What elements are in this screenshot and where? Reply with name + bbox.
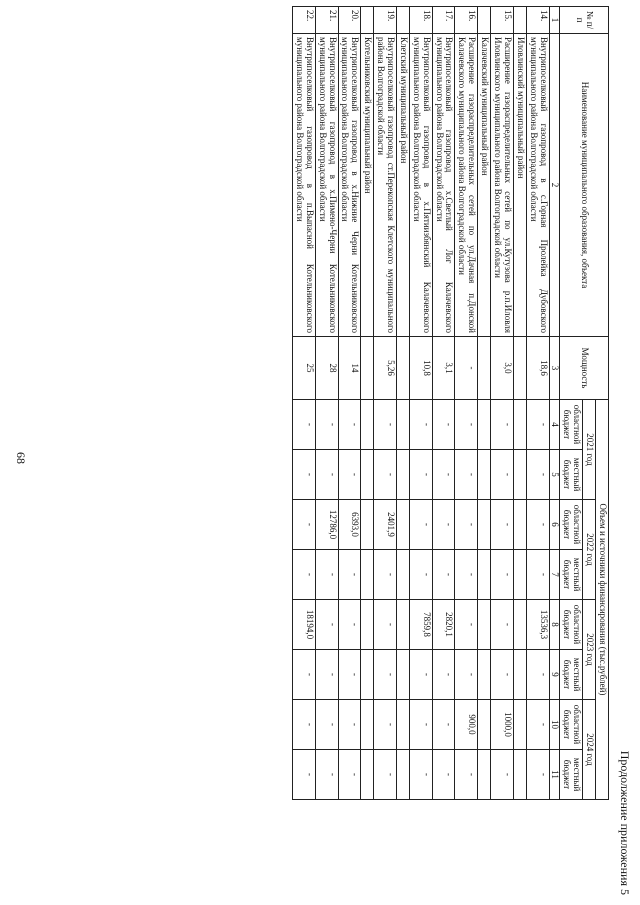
amount-cell: - <box>409 400 432 450</box>
object-name: Внутрипоселковый газопровод в х.Пятиизбянский Калачевского муниципального района Волгоградской области <box>409 34 432 337</box>
amount-cell: - <box>455 550 478 600</box>
object-name: Внутрипоселковый газопровод х.Светлый Лог Калачевского муниципального района Волгоградской области <box>432 34 455 337</box>
page-number: 68 <box>14 452 28 464</box>
amount-cell: - <box>315 400 338 450</box>
amount-cell: - <box>432 450 455 500</box>
column-index: 3 <box>549 337 560 400</box>
amount-cell <box>396 700 409 750</box>
row-capacity <box>361 337 374 400</box>
amount-cell: - <box>455 650 478 700</box>
amount-cell <box>396 400 409 450</box>
amount-cell: - <box>315 750 338 800</box>
row-capacity: 5,26 <box>374 337 397 400</box>
header-local-budget: местный бюджет <box>560 750 583 800</box>
amount-cell: - <box>292 700 315 750</box>
region-name: Иловлинский муниципальный район <box>513 34 526 337</box>
amount-cell: - <box>455 500 478 550</box>
header-regional-budget: областной бюджет <box>560 500 583 550</box>
amount-cell: 12786,0 <box>315 500 338 550</box>
amount-cell <box>478 700 491 750</box>
amount-cell: - <box>432 650 455 700</box>
amount-cell <box>478 500 491 550</box>
amount-cell: - <box>315 600 338 650</box>
header-year-2022: 2022 год <box>583 500 596 600</box>
row-no <box>478 7 491 34</box>
amount-cell: - <box>409 700 432 750</box>
amount-cell: - <box>432 700 455 750</box>
amount-cell: - <box>338 450 361 500</box>
table-row <box>338 7 361 800</box>
amount-cell <box>396 650 409 700</box>
header-regional-budget: областной бюджет <box>560 400 583 450</box>
amount-cell: - <box>455 750 478 800</box>
column-index: 2 <box>549 34 560 337</box>
table-row <box>526 7 549 800</box>
row-capacity: 10,8 <box>409 337 432 400</box>
region-row <box>396 7 409 800</box>
amount-cell: 1000,0 <box>491 700 514 750</box>
amount-cell <box>361 450 374 500</box>
header-year-2024: 2024 год <box>583 700 596 800</box>
amount-cell: - <box>491 400 514 450</box>
amount-cell: - <box>455 400 478 450</box>
column-index: 4 <box>549 400 560 450</box>
amount-cell <box>478 400 491 450</box>
amount-cell: 13536,3 <box>526 600 549 650</box>
column-index: 6 <box>549 500 560 550</box>
amount-cell: - <box>491 650 514 700</box>
amount-cell: - <box>526 750 549 800</box>
amount-cell: - <box>432 500 455 550</box>
amount-cell: - <box>338 550 361 600</box>
amount-cell: - <box>292 400 315 450</box>
row-capacity: 3,0 <box>491 337 514 400</box>
amount-cell: 2820,1 <box>432 600 455 650</box>
row-capacity: 14 <box>338 337 361 400</box>
object-name: Внутрипоселковый газопровод в с.Горная Пролейка Дубовского муниципального района Волгоградской области <box>526 34 549 337</box>
row-no <box>361 7 374 34</box>
amount-cell: - <box>491 550 514 600</box>
region-name: Котельниковский муниципальный район <box>361 34 374 337</box>
row-capacity: - <box>455 337 478 400</box>
amount-cell: - <box>491 450 514 500</box>
amount-cell: - <box>409 550 432 600</box>
column-index: 10 <box>549 700 560 750</box>
amount-cell <box>396 550 409 600</box>
amount-cell: - <box>374 600 397 650</box>
row-capacity: 3,1 <box>432 337 455 400</box>
header-capacity: Мощность <box>560 337 609 400</box>
column-index: 5 <box>549 450 560 500</box>
table-row <box>432 7 455 800</box>
amount-cell: - <box>526 650 549 700</box>
amount-cell: - <box>374 550 397 600</box>
amount-cell: - <box>526 450 549 500</box>
appendix-label: Продолжение приложения 5 <box>618 750 632 895</box>
table-row <box>374 7 397 800</box>
amount-cell: - <box>374 400 397 450</box>
object-name: Внутрипоселковый газопровод в п.Выпасной Котельниковского муниципального района Волгоградской области <box>292 34 315 337</box>
row-capacity <box>478 337 491 400</box>
object-name: Внутрипоселковый газопровод в х.Пимено-Черни Котельниковского муниципального района Волгоградской области <box>315 34 338 337</box>
amount-cell: - <box>526 400 549 450</box>
amount-cell: - <box>338 750 361 800</box>
table-row <box>409 7 432 800</box>
table-row <box>491 7 514 800</box>
region-name: Калачевский муниципальный район <box>478 34 491 337</box>
row-no: 20. <box>338 7 361 34</box>
amount-cell: - <box>315 700 338 750</box>
row-capacity: 18,6 <box>526 337 549 400</box>
region-row <box>361 7 374 800</box>
amount-cell <box>361 550 374 600</box>
header-local-budget: местный бюджет <box>560 650 583 700</box>
header-local-budget: местный бюджет <box>560 450 583 500</box>
amount-cell: - <box>409 450 432 500</box>
amount-cell: - <box>409 650 432 700</box>
table-row <box>315 7 338 800</box>
amount-cell: - <box>491 500 514 550</box>
row-capacity: 28 <box>315 337 338 400</box>
column-index: 1 <box>549 7 560 34</box>
header-regional-budget: областной бюджет <box>560 600 583 650</box>
amount-cell: 900,0 <box>455 700 478 750</box>
column-index: 9 <box>549 650 560 700</box>
row-no: 14. <box>526 7 549 34</box>
header-year-2023: 2023 год <box>583 600 596 700</box>
amount-cell <box>513 750 526 800</box>
amount-cell: 6393,0 <box>338 500 361 550</box>
amount-cell: - <box>315 650 338 700</box>
row-no <box>513 7 526 34</box>
amount-cell: - <box>409 500 432 550</box>
object-name: Внутрипоселковый газопровод в х.Нижние Черни Котельниковского муниципального района Волгоградской области <box>338 34 361 337</box>
amount-cell <box>513 550 526 600</box>
amount-cell <box>478 450 491 500</box>
amount-cell: - <box>315 550 338 600</box>
amount-cell: 18194,0 <box>292 600 315 650</box>
amount-cell: - <box>292 650 315 700</box>
amount-cell: - <box>292 500 315 550</box>
region-row <box>478 7 491 800</box>
amount-cell: - <box>455 450 478 500</box>
header-regional-budget: областной бюджет <box>560 700 583 750</box>
row-no: 19. <box>374 7 397 34</box>
object-name: Внутрипоселковый газопровод ст.Перекопская Клетского муниципального района Волгоградской области <box>374 34 397 337</box>
amount-cell <box>513 450 526 500</box>
column-index-row <box>549 7 560 800</box>
header-name: Наименование муниципального образования, объекта <box>560 34 609 337</box>
row-capacity: 25 <box>292 337 315 400</box>
amount-cell: - <box>432 550 455 600</box>
amount-cell: - <box>455 600 478 650</box>
amount-cell: - <box>526 700 549 750</box>
amount-cell <box>396 500 409 550</box>
amount-cell <box>361 650 374 700</box>
row-no: 18. <box>409 7 432 34</box>
column-index: 11 <box>549 750 560 800</box>
amount-cell: - <box>374 700 397 750</box>
column-index: 7 <box>549 550 560 600</box>
amount-cell: - <box>374 750 397 800</box>
row-no: 22. <box>292 7 315 34</box>
amount-cell: - <box>491 600 514 650</box>
funding-table <box>292 6 609 800</box>
object-name: Расширение газораспределительных сетей по ул.Кутузова р.п.Иловля Иловлинского муниципального района Волгоградской области <box>491 34 514 337</box>
amount-cell <box>513 500 526 550</box>
amount-cell <box>478 750 491 800</box>
amount-cell <box>478 650 491 700</box>
row-no: 17. <box>432 7 455 34</box>
region-name: Клетский муниципальный район <box>396 34 409 337</box>
table-row <box>455 7 478 800</box>
amount-cell <box>361 400 374 450</box>
amount-cell <box>361 600 374 650</box>
amount-cell: - <box>338 650 361 700</box>
amount-cell: - <box>491 750 514 800</box>
region-row <box>513 7 526 800</box>
amount-cell <box>361 700 374 750</box>
amount-cell: - <box>338 700 361 750</box>
table-row <box>292 7 315 800</box>
header-year-2021: 2021 год <box>583 400 596 500</box>
header-funding: Объем и источники финансирования (тыс.рублей) <box>596 400 609 800</box>
amount-cell: 7859,8 <box>409 600 432 650</box>
header-local-budget: местный бюджет <box>560 550 583 600</box>
amount-cell <box>396 450 409 500</box>
amount-cell <box>361 500 374 550</box>
amount-cell: - <box>409 750 432 800</box>
amount-cell: - <box>374 450 397 500</box>
row-capacity <box>396 337 409 400</box>
amount-cell: 2401,9 <box>374 500 397 550</box>
amount-cell <box>396 600 409 650</box>
amount-cell: - <box>292 750 315 800</box>
amount-cell: - <box>432 400 455 450</box>
table-body <box>292 7 549 800</box>
amount-cell <box>361 750 374 800</box>
object-name: Расширение газораспределительных сетей по ул.Дачная п.Донской Калачевского муниципального района Волгоградской области <box>455 34 478 337</box>
amount-cell: - <box>315 450 338 500</box>
amount-cell <box>513 600 526 650</box>
row-no <box>396 7 409 34</box>
amount-cell <box>513 700 526 750</box>
row-no: 15. <box>491 7 514 34</box>
row-capacity <box>513 337 526 400</box>
header-no: № п/п <box>560 7 609 34</box>
amount-cell <box>513 400 526 450</box>
row-no: 16. <box>455 7 478 34</box>
amount-cell: - <box>292 450 315 500</box>
amount-cell: - <box>292 550 315 600</box>
amount-cell: - <box>338 600 361 650</box>
column-index: 8 <box>549 600 560 650</box>
amount-cell <box>396 750 409 800</box>
amount-cell: - <box>526 550 549 600</box>
amount-cell: - <box>338 400 361 450</box>
amount-cell <box>513 650 526 700</box>
amount-cell <box>478 600 491 650</box>
amount-cell <box>478 550 491 600</box>
amount-cell: - <box>526 500 549 550</box>
row-no: 21. <box>315 7 338 34</box>
amount-cell: - <box>432 750 455 800</box>
amount-cell: - <box>374 650 397 700</box>
